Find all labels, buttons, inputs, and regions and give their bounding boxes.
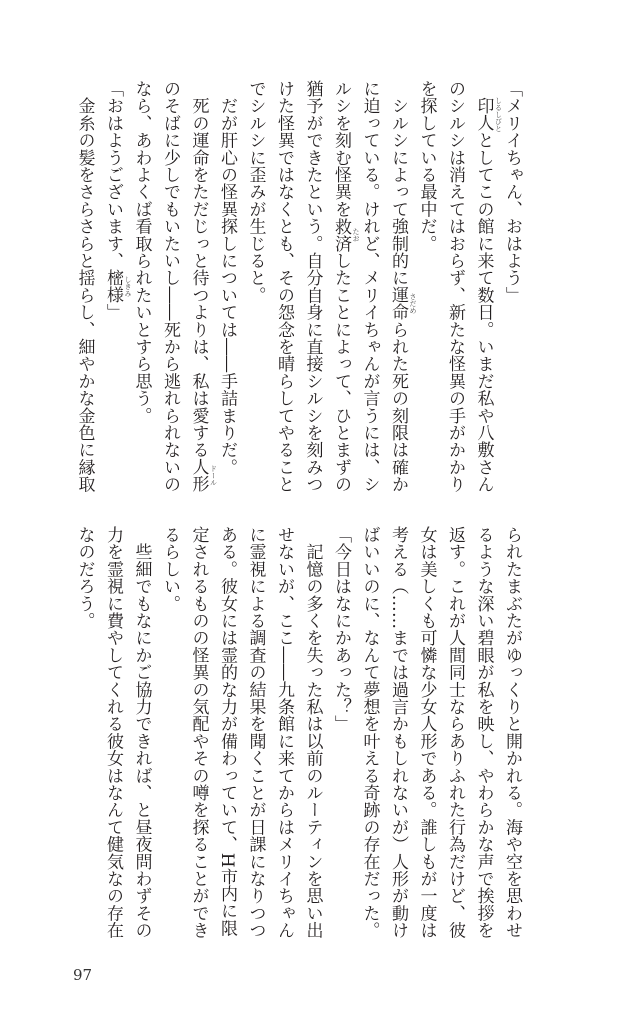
text-column xyxy=(184,526,213,951)
text-column xyxy=(156,526,185,951)
text-segment: 記憶の多くを失った私は以前のルーティンを思い出 xyxy=(302,526,323,939)
text-column xyxy=(498,526,527,951)
text-column xyxy=(213,80,242,505)
text-column xyxy=(469,526,498,951)
text-segment: ある。彼女には霊的な力が備わっていて、H市内に限 xyxy=(217,526,237,937)
text-column xyxy=(355,526,384,951)
text-segment: 「今日はなにかあった？」 xyxy=(331,526,351,733)
ruby-base xyxy=(473,97,503,133)
text-column xyxy=(441,80,470,505)
text-segment: けた怪異ではなくとも、その怨念を晴らしてやること xyxy=(274,80,294,493)
text-segment: ばいいのに、なんて夢想を叶える奇跡の存在だった。 xyxy=(359,526,380,939)
text-column xyxy=(184,80,218,505)
text-segment: なら、あわよくば看取られたいとすら思う。 xyxy=(131,80,152,424)
text-segment: 猶予ができたという。自分自身に直接シルシを刻みつ xyxy=(302,80,323,493)
text-column xyxy=(384,526,413,951)
ruby-annotation: しきみ xyxy=(124,275,132,297)
ruby-base xyxy=(188,458,218,493)
text-segment: 「メリイちゃん、おはよう」 xyxy=(502,80,522,304)
text-column xyxy=(441,526,470,951)
text-column xyxy=(270,526,299,951)
text-segment: 力を霊視に費やしてくれる彼女はなんて健気なの存在 xyxy=(103,526,123,939)
text-segment: 返す。これが人間同士ならありふれた行為だけど、彼 xyxy=(445,526,465,939)
text-segment: でシルシに歪みが生じると。 xyxy=(245,80,266,304)
text-column xyxy=(298,526,327,951)
text-column xyxy=(298,80,327,505)
text-segment xyxy=(474,80,494,97)
text-segment: 金糸の髪をさらさらと揺らし、細やかな金色に縁取 xyxy=(74,80,95,493)
text-segment: のそばに少しでもいたいし――死から逃れられないの xyxy=(160,80,180,493)
text-segment: なのだろう。 xyxy=(74,526,95,630)
text-column xyxy=(270,80,299,505)
text-segment: に迫っている。けれど、メリイちゃんが言うには、シ xyxy=(359,80,380,493)
text-column xyxy=(327,80,360,505)
text-segment: 考える（……までは過言かもしれないが）人形が動け xyxy=(388,526,408,939)
page-number: 97 xyxy=(73,966,93,984)
text-column xyxy=(156,80,185,505)
text-column xyxy=(213,526,242,951)
ruby-base-text: 救済 xyxy=(331,217,351,253)
text-segment: としてこの館に来て数日。いまだ私や八敷さん xyxy=(473,131,494,493)
text-segment: 女は美しくも可憐な少女人形である。誰しもが一度は xyxy=(416,526,437,939)
text-column xyxy=(384,80,417,505)
text-column xyxy=(99,526,128,951)
text-block-upper xyxy=(70,80,526,505)
text-column xyxy=(99,80,132,505)
text-segment: るらしい。 xyxy=(160,526,180,612)
text-column xyxy=(70,80,99,505)
text-segment: られたまぶたがゆっくりと開かれる。海や空を思わせ xyxy=(502,526,522,939)
text-segment: 定されるものの怪異の気配やその噂を探ることができ xyxy=(188,526,209,939)
ruby-annotation: たお xyxy=(352,227,360,242)
ruby-base-text: 人形 xyxy=(188,458,209,493)
ruby-annotation: しるしびと xyxy=(494,97,503,133)
ruby-base-text: 印人 xyxy=(473,97,494,132)
text-segment: 死の運命をただじっと待つよりは、私は愛する xyxy=(188,80,209,459)
text-segment: だが肝心の怪異探しについては――手詰まりだ。 xyxy=(217,80,237,476)
text-column xyxy=(127,526,156,951)
text-segment: られた死の刻限は確か xyxy=(388,320,408,493)
text-segment: せないが、ここ――九条館に来てからはメリイちゃん xyxy=(274,526,294,939)
text-segment: のシルシは消えてはおらず、新たな怪異の手がかかり xyxy=(445,80,465,493)
ruby-base-text: 運命 xyxy=(388,286,408,321)
text-segment: ルシを刻む怪異を xyxy=(331,80,351,218)
text-segment: に霊視による調査の結果を聞くことが日課になりつつ xyxy=(245,526,266,939)
text-segment: 「おはようございます、 xyxy=(103,80,123,270)
text-column xyxy=(498,80,527,505)
text-column xyxy=(355,80,384,505)
text-column xyxy=(327,526,356,951)
text-column xyxy=(70,526,99,951)
text-column xyxy=(412,526,441,951)
ruby-annotation: ドール xyxy=(209,465,218,487)
text-segment: を探している最中だ。 xyxy=(416,80,437,252)
text-column xyxy=(241,526,270,951)
text-block-lower xyxy=(70,526,526,951)
text-segment: 些細でもなにかご協力できれば、と昼夜問わずその xyxy=(131,526,152,939)
ruby-annotation: さだめ xyxy=(409,293,417,315)
text-column xyxy=(469,80,503,505)
ruby-base xyxy=(331,217,360,253)
ruby-base xyxy=(388,286,417,321)
ruby-base-text: 樒様 xyxy=(103,269,123,304)
text-segment: シルシによって強制的に xyxy=(388,80,408,287)
text-column xyxy=(241,80,270,505)
text-segment: したことによって、ひとまずの xyxy=(331,252,351,493)
ruby-base xyxy=(103,269,132,304)
text-segment: るような深い碧眼が私を映し、やわらかな声で挨拶を xyxy=(473,526,494,939)
text-segment: 」 xyxy=(103,303,123,321)
